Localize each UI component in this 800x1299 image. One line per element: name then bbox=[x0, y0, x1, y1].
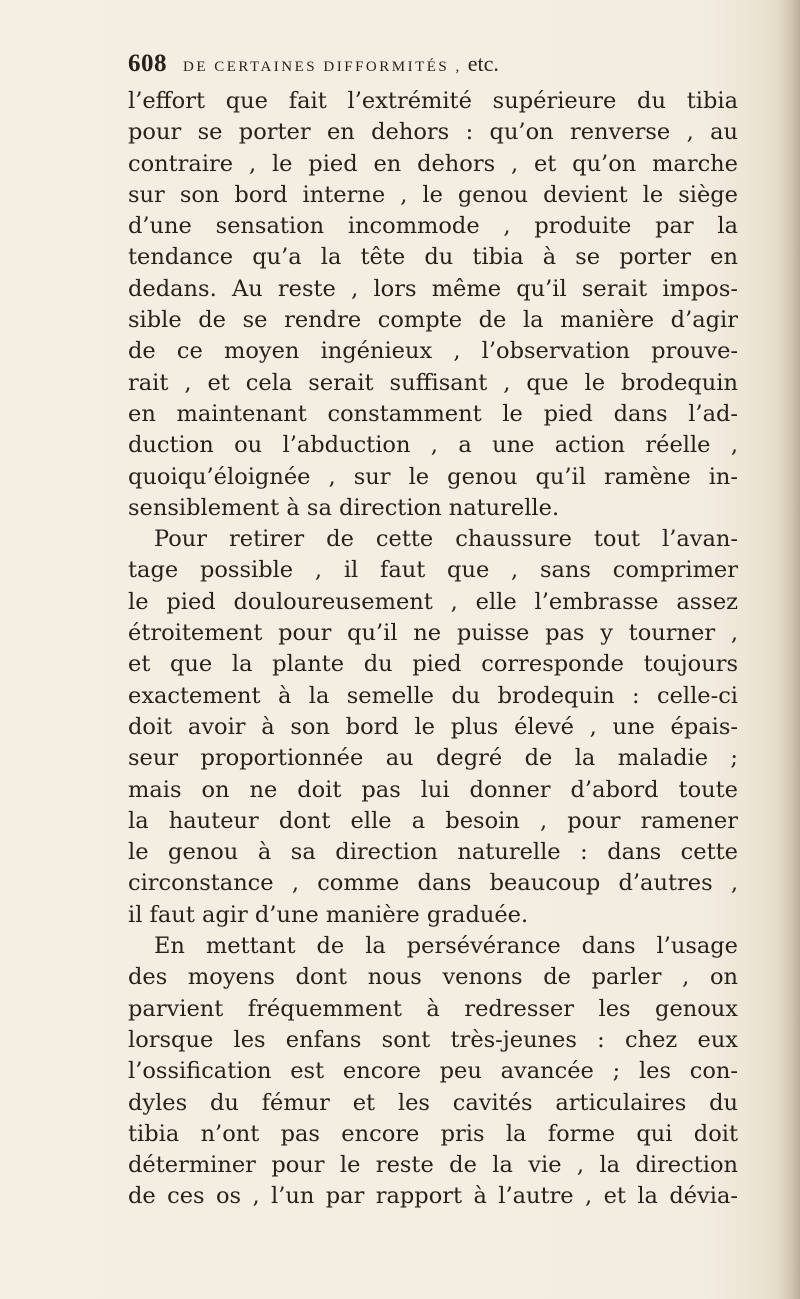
text-line: de ce moyen ingénieux , l’observation prouve- bbox=[128, 338, 738, 365]
text-line: exactement à la semelle du brodequin : celle-ci bbox=[128, 682, 738, 709]
text-line: déterminer pour le reste de la vie , la direction bbox=[128, 1152, 738, 1179]
page-edge-shadow bbox=[778, 0, 800, 1299]
text-line: d’une sensation incommode , produite par la bbox=[128, 213, 738, 240]
text-line: sensiblement à sa direction naturelle. bbox=[128, 494, 560, 521]
text-line: rait , et cela serait suffisant , que le brodequin bbox=[128, 369, 738, 396]
text-line: lorsque les enfans sont très-jeunes : chez eux bbox=[128, 1026, 738, 1053]
text-line: l’effort que fait l’extrémité supérieure du tibia bbox=[128, 88, 738, 114]
text-line: circonstance , comme dans beaucoup d’autres , bbox=[128, 870, 738, 897]
text-line: sible de se rendre compte de la manière d’agir bbox=[128, 307, 738, 334]
text-line: mais on ne doit pas lui donner d’abord toute bbox=[128, 776, 738, 803]
text-line: il faut agir d’une manière graduée. bbox=[128, 901, 529, 928]
text-line: quoiqu’éloignée , sur le genou qu’il ramène in- bbox=[128, 463, 738, 490]
text-line: sur son bord interne , le genou devient le siège bbox=[128, 181, 738, 208]
text-line: parvient fréquemment à redresser les genoux bbox=[128, 995, 738, 1022]
text-line: duction ou l’abduction , a une action réelle , bbox=[128, 432, 738, 459]
text-line: dyles du fémur et les cavités articulaires du bbox=[128, 1089, 738, 1116]
running-title-etc: etc. bbox=[467, 51, 499, 76]
text-line: tibia n’ont pas encore pris la forme qui doit bbox=[128, 1120, 738, 1147]
text-line: pour se porter en dehors : qu’on renverse , au bbox=[128, 119, 738, 146]
text-line: des moyens dont nous venons de parler , on bbox=[128, 964, 738, 991]
text-line: tendance qu’a la tête du tibia à se porter en bbox=[128, 244, 738, 271]
text-line: la hauteur dont elle a besoin , pour ramener bbox=[128, 807, 738, 834]
text-line: doit avoir à son bord le plus élevé , une épais- bbox=[128, 713, 738, 740]
text-line: En mettant de la persévérance dans l’usage bbox=[154, 933, 738, 960]
text-line: étroitement pour qu’il ne puisse pas y tourner , bbox=[128, 620, 738, 647]
text-line: de ces os , l’un par rapport à l’autre , et la dévia- bbox=[128, 1183, 738, 1210]
text-line: l’ossification est encore peu avancée ; les con- bbox=[128, 1058, 738, 1085]
text-line: le genou à sa direction naturelle : dans cette bbox=[128, 839, 738, 866]
running-title: DE CERTAINES DIFFORMITÉS , bbox=[183, 59, 462, 75]
text-line: le pied douloureusement , elle l’embrasse assez bbox=[128, 588, 738, 615]
text-line: seur proportionnée au degré de la maladie ; bbox=[128, 745, 738, 772]
text-line: Pour retirer de cette chaussure tout l’avan- bbox=[154, 526, 738, 553]
text-line: dedans. Au reste , lors même qu’il serait impos- bbox=[128, 275, 738, 302]
text-line: et que la plante du pied corresponde toujours bbox=[128, 651, 738, 678]
body-text bbox=[128, 86, 738, 1213]
text-line: en maintenant constamment le pied dans l’ad- bbox=[128, 400, 738, 427]
text-line: tage possible , il faut que , sans comprimer bbox=[128, 557, 738, 584]
text-line: contraire , le pied en dehors , et qu’on marche bbox=[128, 150, 738, 177]
running-head bbox=[128, 50, 688, 86]
page-number: 608 bbox=[128, 50, 167, 77]
